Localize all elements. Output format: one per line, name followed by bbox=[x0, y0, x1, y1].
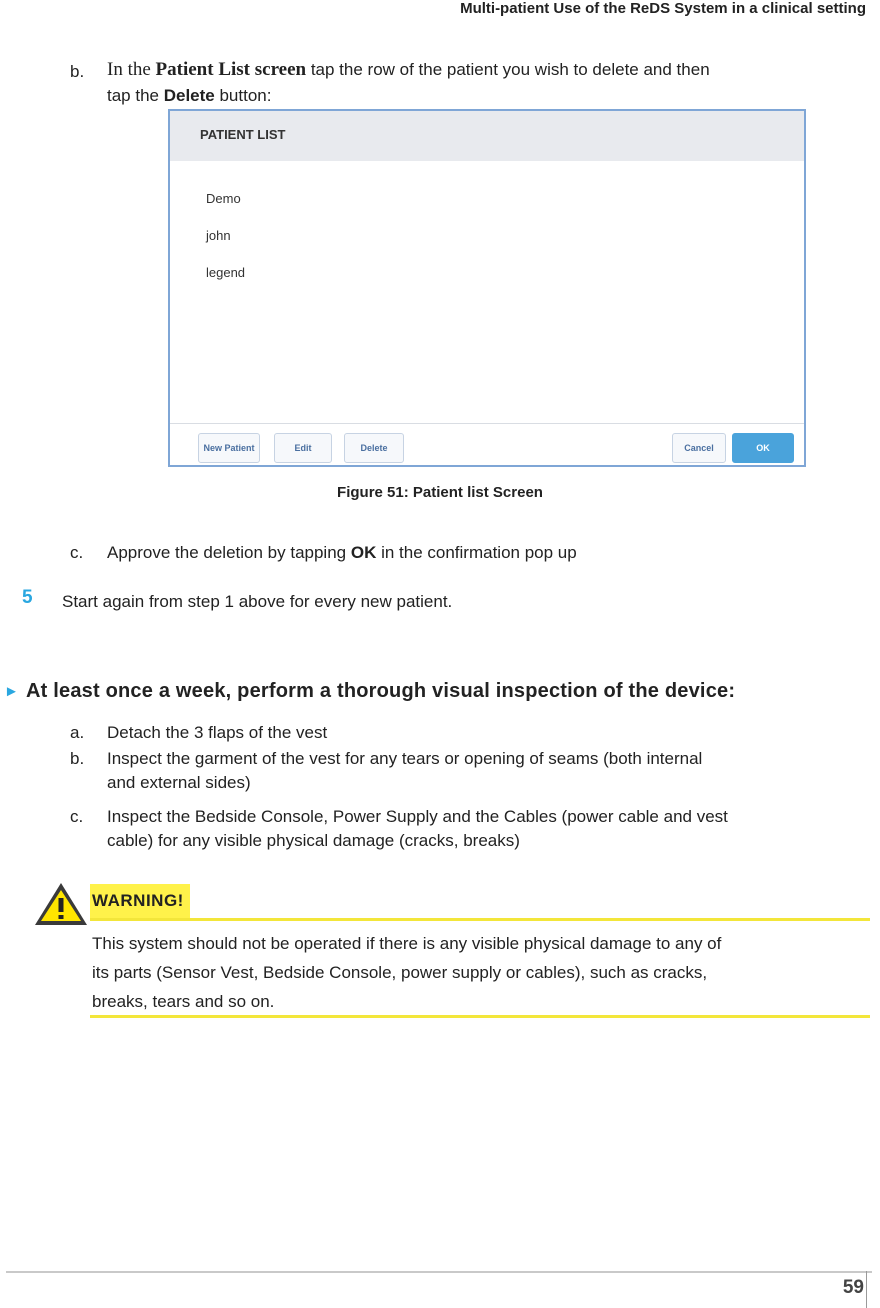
footer-rule bbox=[6, 1271, 872, 1273]
footer-divider bbox=[866, 1271, 867, 1308]
step-b-screen-name: Patient List screen bbox=[155, 59, 307, 80]
list-item-line: Inspect the garment of the vest for any tears or opening of seams (both internal bbox=[107, 749, 703, 768]
patient-list-header-bar bbox=[170, 111, 804, 161]
patient-row[interactable]: Demo bbox=[206, 191, 241, 206]
running-header: Multi-patient Use of the ReDS System in a clinical setting bbox=[460, 0, 866, 17]
step-b-line-2 bbox=[107, 84, 271, 107]
step-c-post: in the confirmation pop up bbox=[376, 543, 577, 562]
list-item-line: and external sides) bbox=[107, 773, 251, 792]
list-item-line: Inspect the Bedside Console, Power Supply and the Cables (power cable and vest bbox=[107, 807, 728, 826]
patient-list-title: PATIENT LIST bbox=[200, 127, 286, 142]
list-item-line: cable) for any visible physical damage (cracks, breaks) bbox=[107, 831, 520, 850]
warning-bottom-rule bbox=[90, 1015, 870, 1018]
figure-caption: Figure 51: Patient list Screen bbox=[337, 484, 543, 501]
step-c-pre: Approve the deletion by tapping bbox=[107, 543, 351, 562]
list-item-line: Detach the 3 flaps of the vest bbox=[107, 723, 328, 742]
warning-top-rule bbox=[90, 918, 870, 921]
warning-text-line: breaks, tears and so on. bbox=[92, 992, 275, 1011]
warning-text-line: This system should not be operated if there is any visible physical damage to any of bbox=[92, 934, 722, 953]
step-number: 5 bbox=[22, 587, 33, 608]
step-c-ok: OK bbox=[350, 543, 377, 562]
patient-row[interactable]: john bbox=[206, 228, 231, 243]
warning-label: WARNING! bbox=[90, 884, 190, 918]
step-b-text-1: tap the row of the patient you wish to delete and then bbox=[306, 60, 710, 79]
cancel-button[interactable]: Cancel bbox=[672, 433, 726, 463]
step-b-marker: b. bbox=[70, 62, 85, 81]
step-5-text: Start again from step 1 above for every new patient. bbox=[62, 592, 453, 611]
button-bar-divider bbox=[170, 423, 804, 424]
list-item-marker: a. bbox=[70, 723, 85, 742]
patient-row[interactable]: legend bbox=[206, 265, 246, 280]
list-item-marker: c. bbox=[70, 807, 84, 826]
step-b-button-name: Delete bbox=[163, 86, 215, 105]
step-b-text-2-pre: tap the bbox=[107, 86, 164, 105]
new-patient-button[interactable]: New Patient bbox=[198, 433, 260, 463]
ok-button[interactable]: OK bbox=[732, 433, 794, 463]
step-c-text bbox=[107, 541, 577, 564]
warning-triangle-icon bbox=[32, 880, 90, 928]
edit-button[interactable]: Edit bbox=[274, 433, 332, 463]
step-b-line-1 bbox=[107, 58, 710, 81]
list-item-marker: b. bbox=[70, 749, 85, 768]
delete-button[interactable]: Delete bbox=[344, 433, 404, 463]
step-b-lead: In the bbox=[107, 59, 151, 80]
page-number: 59 bbox=[842, 1277, 864, 1298]
warning-text-line: its parts (Sensor Vest, Bedside Console, power supply or cables), such as cracks, bbox=[92, 963, 708, 982]
section-heading: At least once a week, perform a thorough visual inspection of the device: bbox=[26, 680, 736, 702]
patient-list-screenshot bbox=[168, 109, 806, 467]
step-c-marker: c. bbox=[70, 543, 84, 562]
step-b-text-2-post: button: bbox=[214, 86, 272, 105]
bullet-arrow-icon: ► bbox=[4, 683, 19, 700]
